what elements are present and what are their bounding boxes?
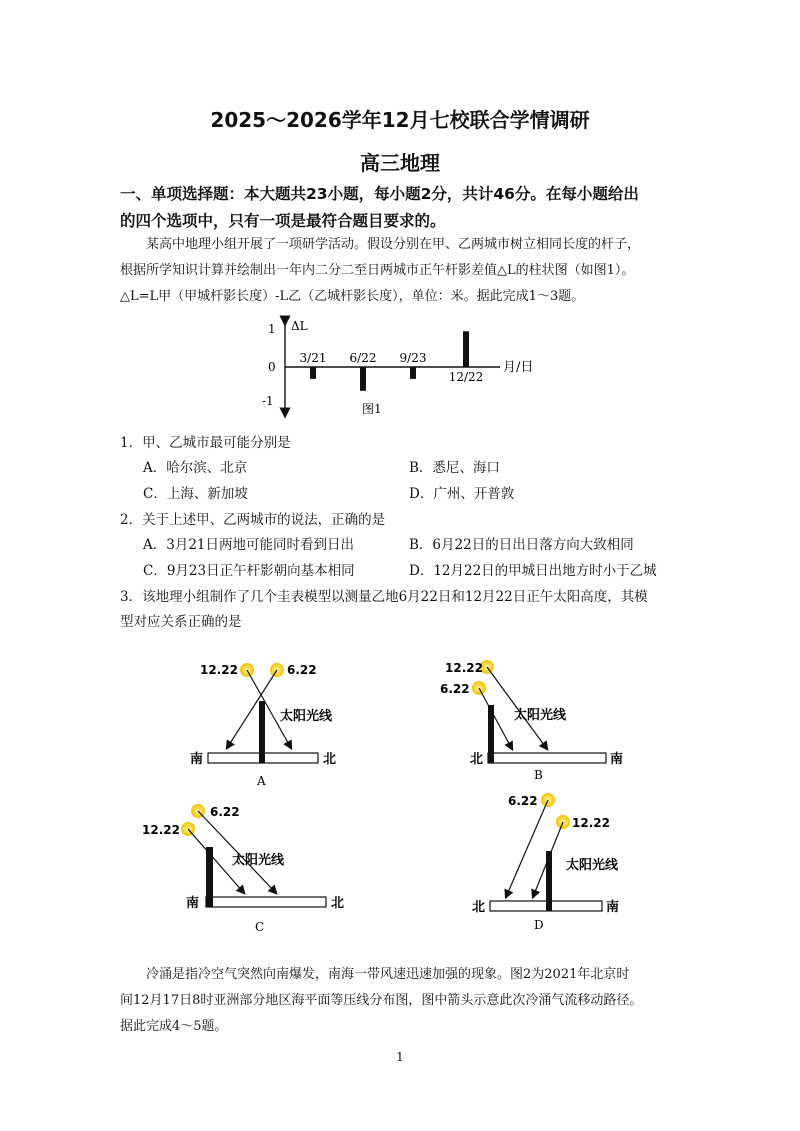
section-heading-line2: 的四个选项中，只有一项是最符合题目要求的。	[120, 212, 446, 230]
intro2-line3: 据此完成4～5题。	[120, 1019, 228, 1034]
exam-title: 2025～2026学年12月七校联合学情调研	[210, 108, 590, 132]
y-tick-bottom: -1	[262, 394, 274, 408]
intro2-line1: 冷涌是指冷空气突然向南爆发，南海一带风速迅速加强的现象。图2为2021年北京时	[146, 967, 630, 982]
question-3	[120, 585, 690, 635]
ray-label: 太阳光线	[232, 853, 285, 868]
date-label-dec: 12.22	[200, 663, 238, 677]
category-label-6-22: 6/22	[349, 351, 377, 365]
direction-south: 南	[186, 896, 200, 911]
model-c[interactable]	[142, 804, 344, 934]
direction-north: 北	[331, 896, 345, 911]
q2-option-b[interactable]: B．6月22日的日出日落方向大致相同	[409, 537, 634, 553]
q1-option-b[interactable]: B．悉尼、海口	[409, 460, 500, 476]
bar-12-22	[463, 331, 469, 367]
model-a[interactable]	[190, 663, 336, 788]
q2-stem: 2．关于上述甲、乙两城市的说法，正确的是	[120, 512, 386, 528]
model-c-base	[206, 897, 326, 907]
category-label-3-21: 3/21	[299, 351, 327, 365]
model-a-label: A	[257, 774, 266, 788]
model-c-label: C	[255, 920, 265, 934]
direction-north: 北	[472, 900, 486, 915]
q2-option-c[interactable]: C．9月23日正午杆影朝向基本相同	[143, 563, 355, 579]
ray-label: 太阳光线	[514, 708, 567, 723]
ray-label: 太阳光线	[566, 858, 619, 873]
model-b-label: B	[534, 768, 543, 782]
bar-9-23	[410, 367, 416, 379]
intro1-line1: 某高中地理小组开展了一项研学活动。假设分别在甲、乙两城市树立相同长度的杆子，	[146, 237, 641, 252]
intro1-line2: 根据所学知识计算并绘制出一年内二分二至日两城市正午杆影差值△L的柱状图（如图1）。	[120, 263, 635, 278]
q3-stem-line2: 型对应关系正确的是	[120, 614, 242, 630]
date-label-dec: 12.22	[572, 816, 610, 830]
q1-option-a[interactable]: A．哈尔滨、北京	[143, 460, 248, 476]
date-label-jun: 6.22	[508, 794, 538, 808]
bar-3-21	[310, 367, 316, 379]
date-label-jun: 6.22	[287, 663, 317, 677]
q2-option-a[interactable]: A．3月21日两地可能同时看到日出	[143, 537, 355, 553]
y-tick-zero: 0	[268, 360, 276, 374]
q2-option-d[interactable]: D．12月22日的甲城日出地方时小于乙城	[409, 563, 657, 579]
q1-option-c[interactable]: C．上海、新加坡	[143, 486, 248, 502]
bar-6-22	[360, 367, 366, 391]
page-number: 1	[396, 1050, 404, 1064]
category-label-9-23: 9/23	[399, 351, 427, 365]
q1-stem: 1．甲、乙城市最可能分别是	[120, 435, 291, 451]
direction-north: 北	[470, 752, 484, 767]
exam-subtitle: 高三地理	[360, 151, 440, 175]
sun-ray	[479, 688, 512, 749]
direction-south: 南	[606, 900, 620, 915]
intro-paragraph-1	[120, 232, 690, 310]
model-d-label: D	[534, 918, 544, 932]
gnomon-models-figure	[120, 645, 640, 945]
intro2-line2: 间12月17日8时亚洲部分地区海平面等压线分布图，图中箭头示意此次冷涌气流移动路径。	[120, 993, 643, 1008]
figure1-caption: 图1	[362, 402, 382, 416]
x-axis-label: 月/日	[503, 360, 534, 375]
model-d[interactable]	[472, 793, 619, 932]
model-d-pole	[546, 851, 552, 911]
y-tick-top: 1	[268, 322, 276, 336]
section-heading-line1: 一、单项选择题：本大题共23小题，每小题2分，共计46分。在每小题给出	[120, 185, 639, 203]
sun-ray	[506, 800, 548, 897]
date-label-dec: 12.22	[142, 823, 180, 837]
intro1-line3: △L=L甲（甲城杆影长度）-L乙（乙城杆影长度），单位：米。据此完成1～3题。	[120, 289, 585, 304]
category-label-12-22: 12/22	[448, 370, 484, 384]
q1-option-d[interactable]: D．广州、开普敦	[409, 486, 515, 502]
date-label-jun: 6.22	[440, 682, 470, 696]
section-heading	[120, 181, 690, 235]
q3-stem-line1: 3．该地理小组制作了几个圭表模型以测量乙地6月22日和12月22日正午太阳高度，其模	[120, 589, 648, 605]
y-axis-label: ΔL	[291, 319, 308, 333]
direction-south: 南	[190, 752, 204, 767]
direction-south: 南	[610, 752, 624, 767]
date-label-dec: 12.22	[445, 661, 483, 675]
ray-label: 太阳光线	[280, 709, 333, 724]
intro-paragraph-2	[120, 962, 690, 1040]
figure1-chart	[250, 315, 550, 425]
date-label-jun: 6.22	[210, 805, 240, 819]
direction-north: 北	[323, 752, 337, 767]
model-a-pole	[259, 701, 265, 763]
question-1	[120, 431, 690, 456]
model-b-base	[488, 753, 606, 763]
model-b[interactable]	[440, 660, 623, 782]
